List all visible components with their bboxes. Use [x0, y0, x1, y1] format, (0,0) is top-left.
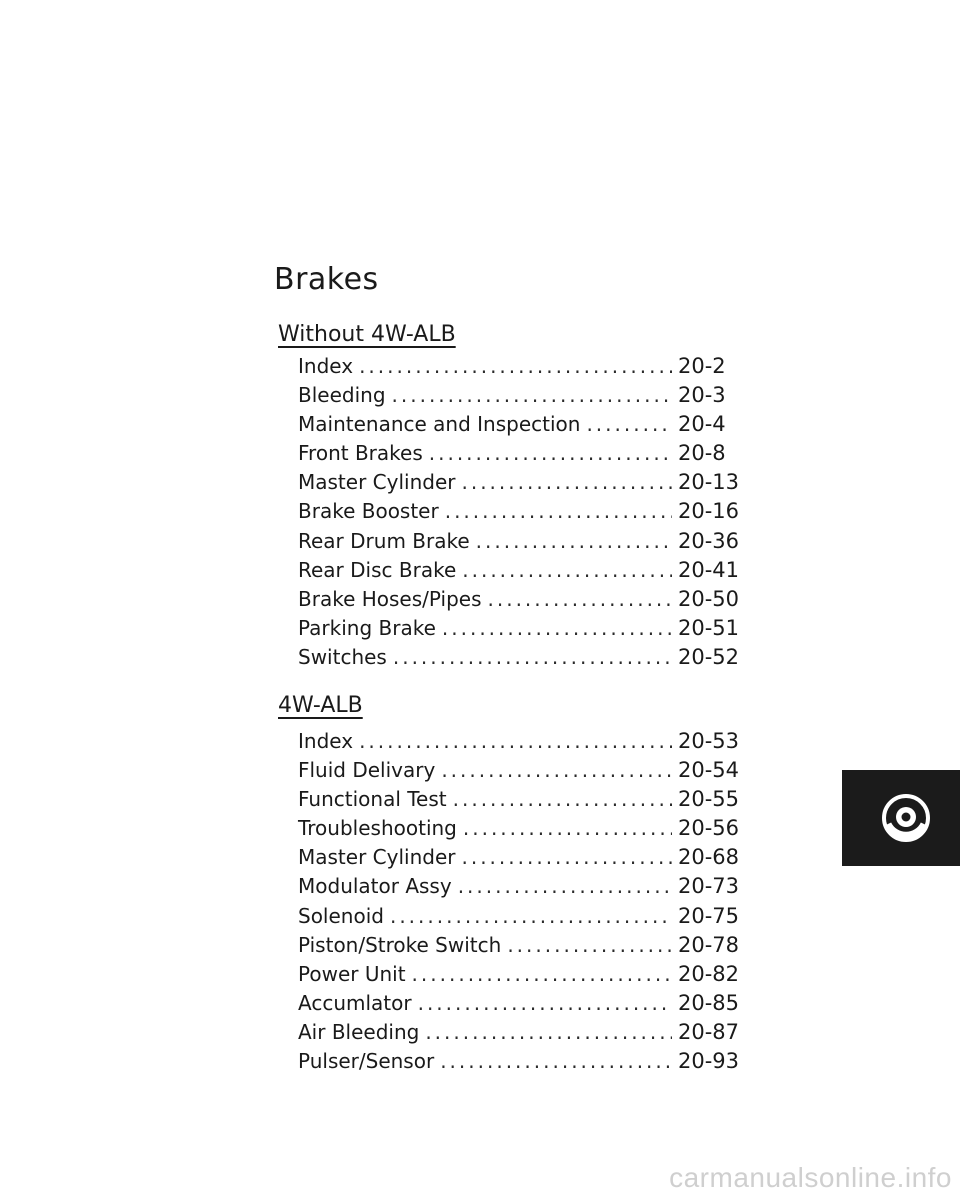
- dot-leader: [440, 1047, 672, 1076]
- toc-page: 20-78: [678, 932, 740, 957]
- toc-page: 20-55: [678, 787, 740, 812]
- toc-row[interactable]: [298, 872, 742, 901]
- toc-page: 20-85: [678, 990, 740, 1015]
- toc-page: 20-3: [678, 383, 726, 408]
- toc-row[interactable]: [298, 497, 742, 526]
- dot-leader: [461, 843, 672, 872]
- dot-leader: [418, 989, 672, 1018]
- toc-label: Modulator Assy: [298, 874, 452, 899]
- dot-leader: [462, 556, 672, 585]
- dot-leader: [425, 1018, 672, 1047]
- dot-leader: [392, 381, 672, 410]
- toc-row[interactable]: [298, 727, 742, 756]
- toc-label: Functional Test: [298, 787, 447, 812]
- dot-leader: [507, 931, 672, 960]
- section-tab[interactable]: [842, 770, 960, 866]
- toc-page: 20-75: [678, 903, 740, 928]
- dot-leader: [453, 785, 672, 814]
- toc-page: 20-50: [678, 586, 740, 611]
- toc-row[interactable]: [298, 1047, 742, 1076]
- toc-label: Troubleshooting: [298, 816, 457, 841]
- toc-list-4w-alb: [298, 727, 742, 1076]
- toc-label: Solenoid: [298, 903, 384, 928]
- toc-row[interactable]: [298, 785, 742, 814]
- toc-row[interactable]: [298, 556, 742, 585]
- dot-leader: [458, 872, 672, 901]
- toc-label: Master Cylinder: [298, 470, 456, 495]
- toc-row[interactable]: [298, 960, 742, 989]
- toc-row[interactable]: [298, 585, 742, 614]
- toc-page: 20-8: [678, 441, 726, 466]
- toc-page: 20-73: [678, 874, 740, 899]
- dot-leader: [429, 439, 672, 468]
- toc-row[interactable]: [298, 843, 742, 872]
- dot-leader: [441, 756, 672, 785]
- toc-page: 20-16: [678, 499, 740, 524]
- toc-label: Brake Booster: [298, 499, 439, 524]
- toc-page: 20-68: [678, 845, 740, 870]
- toc-page: 20-36: [678, 528, 740, 553]
- toc-list-without-4w-alb: [298, 352, 742, 672]
- toc-row[interactable]: [298, 902, 742, 931]
- dot-leader: [461, 468, 672, 497]
- toc-label: Switches: [298, 644, 387, 669]
- toc-page: 20-2: [678, 354, 726, 378]
- dot-leader: [463, 814, 672, 843]
- toc-row[interactable]: [298, 614, 742, 643]
- watermark: carmanualsonline.info: [669, 1162, 952, 1193]
- toc-label: Accumlator: [298, 990, 412, 1015]
- dot-leader: [488, 585, 673, 614]
- toc-label: Air Bleeding: [298, 1019, 420, 1044]
- dot-leader: [412, 960, 672, 989]
- toc-row[interactable]: [298, 989, 742, 1018]
- section-heading-without-4w-alb: Without 4W-ALB: [278, 322, 456, 347]
- toc-label: Parking Brake: [298, 615, 436, 640]
- toc-label: Rear Disc Brake: [298, 557, 457, 582]
- toc-label: Power Unit: [298, 961, 406, 986]
- toc-row[interactable]: [298, 1018, 742, 1047]
- toc-label: Maintenance and Inspection: [298, 412, 581, 437]
- toc-row[interactable]: [298, 352, 742, 381]
- toc-page: 20-93: [678, 1049, 740, 1074]
- toc-label: Index: [298, 354, 354, 378]
- toc-page: 20-56: [678, 816, 740, 841]
- toc-label: Bleeding: [298, 383, 386, 408]
- dot-leader: [390, 902, 672, 931]
- toc-label: Pulser/Sensor: [298, 1049, 435, 1074]
- dot-leader: [586, 410, 672, 439]
- toc-label: Piston/Stroke Switch: [298, 932, 502, 957]
- toc-page: 20-87: [678, 1019, 740, 1044]
- toc-label: Rear Drum Brake: [298, 528, 470, 553]
- toc-row[interactable]: [298, 439, 742, 468]
- toc-page: 20-51: [678, 615, 740, 640]
- page-title: Brakes: [274, 262, 379, 297]
- toc-label: Front Brakes: [298, 441, 423, 466]
- toc-page: 20-13: [678, 470, 740, 495]
- toc-row[interactable]: [298, 643, 742, 672]
- dot-leader: [442, 614, 672, 643]
- toc-page: 20-52: [678, 644, 740, 669]
- dot-leader: [476, 527, 672, 556]
- dot-leader: [359, 727, 672, 756]
- toc-page: 20-54: [678, 758, 740, 783]
- toc-row[interactable]: [298, 381, 742, 410]
- toc-page: 20-41: [678, 557, 740, 582]
- toc-row[interactable]: [298, 756, 742, 785]
- toc-row[interactable]: [298, 410, 742, 439]
- brake-disc-icon: [878, 790, 934, 846]
- toc-page: 20-4: [678, 412, 726, 437]
- dot-leader: [359, 352, 672, 381]
- toc-row[interactable]: [298, 931, 742, 960]
- dot-leader: [445, 497, 672, 526]
- toc-row[interactable]: [298, 814, 742, 843]
- section-heading-4w-alb: 4W-ALB: [278, 693, 363, 718]
- toc-label: Index: [298, 729, 354, 753]
- toc-row[interactable]: [298, 468, 742, 497]
- dot-leader: [393, 643, 672, 672]
- toc-page: 20-53: [678, 729, 740, 753]
- toc-page: 20-82: [678, 961, 740, 986]
- toc-row[interactable]: [298, 527, 742, 556]
- toc-label: Fluid Delivary: [298, 758, 436, 783]
- toc-label: Master Cylinder: [298, 845, 456, 870]
- toc-label: Brake Hoses/Pipes: [298, 586, 482, 611]
